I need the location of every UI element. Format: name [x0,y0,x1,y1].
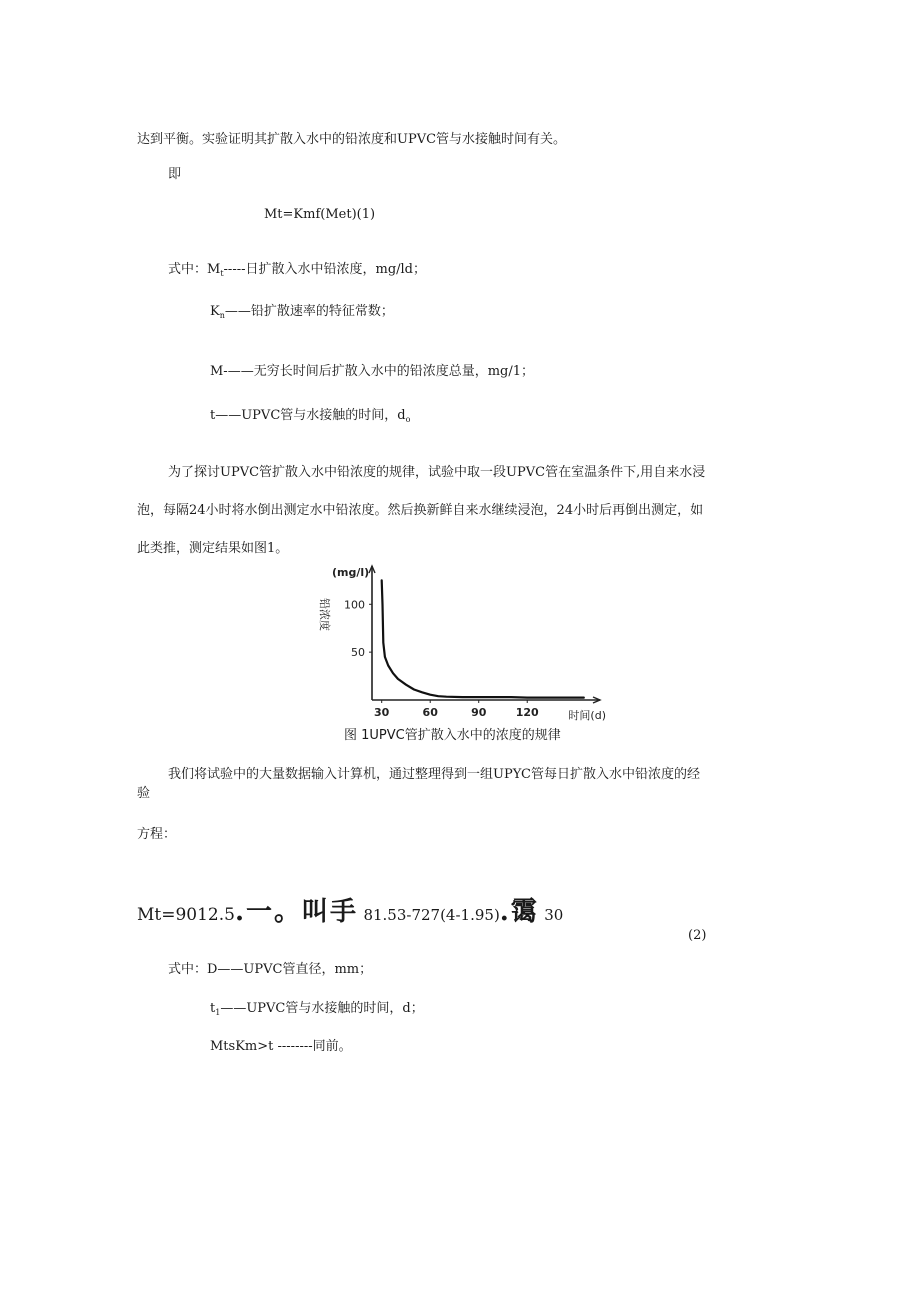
equation-1: Mt=Kmf(Met)(1) [264,207,376,222]
intro-line: 达到平衡。实验证明其扩散入水中的铅浓度和UPVC管与水接触时间有关。 [137,132,567,147]
definition-d: 式中：D——UPVC管直径，mm； [168,962,373,977]
equation-2-number: (2) [688,928,707,943]
y-tick-label: 100 [344,598,365,612]
concentration-chart [310,558,620,724]
paragraph-1-line-1: 为了探讨UPVC管扩散入水中铅浓度的规律，试验中取一段UPVC管在室温条件下,用自来水浸 [168,465,706,480]
definition-mt: 式中：$M_t-----$日扩散入水中铅浓度，mg/ld； [168,262,427,278]
definition-t1: $t_1——UPVC$管与水接触的时间，d； [210,1001,424,1017]
y-tick-label: 50 [351,646,365,660]
x-tick-label: 90 [471,706,487,719]
y-axis-label: 铅浓度 [318,598,331,631]
definition-same: MtsKm>t --------同前。 [210,1039,352,1054]
paragraph-2-line-2: 验 [137,786,151,801]
x-axis-label: 时间(d) [568,709,606,722]
series-line [382,580,584,697]
x-tick-label: 60 [422,706,438,719]
x-tick-label: 120 [515,706,539,719]
figure-caption: 图 1UPVC管扩散入水中的浓度的规律 [344,728,561,743]
paragraph-2-line-3: 方程： [137,827,177,842]
equation-2: Mt=9012.5.一。叫手 81.53-727(4-1.95).霭 30 [137,897,564,927]
chart-marks [382,580,584,697]
paragraph-2-line-1: 我们将试验中的大量数据输入计算机，通过整理得到一组UPYC管每日扩散入水中铅浓度的经 [168,767,701,782]
definition-m-inf: M-——无穷长时间后扩散入水中的铅浓度总量，mg/1； [210,364,535,379]
paragraph-1-line-3: 此类推，测定结果如图1。 [137,541,289,556]
x-tick-label: 30 [374,706,390,719]
definition-t: t——UPVC管与水接触的时间，$d_o$ [210,408,411,424]
y-axis-unit: (mg/l) [332,566,370,579]
ji-text: 即 [168,167,182,182]
paragraph-1-line-2: 泡，每隔24小时将水倒出测定水中铅浓度。然后换新鲜自来水继续浸泡，24小时后再倒出测定，如 [137,503,704,518]
definition-kn: $K_n——$铅扩散速率的特征常数； [210,304,394,320]
